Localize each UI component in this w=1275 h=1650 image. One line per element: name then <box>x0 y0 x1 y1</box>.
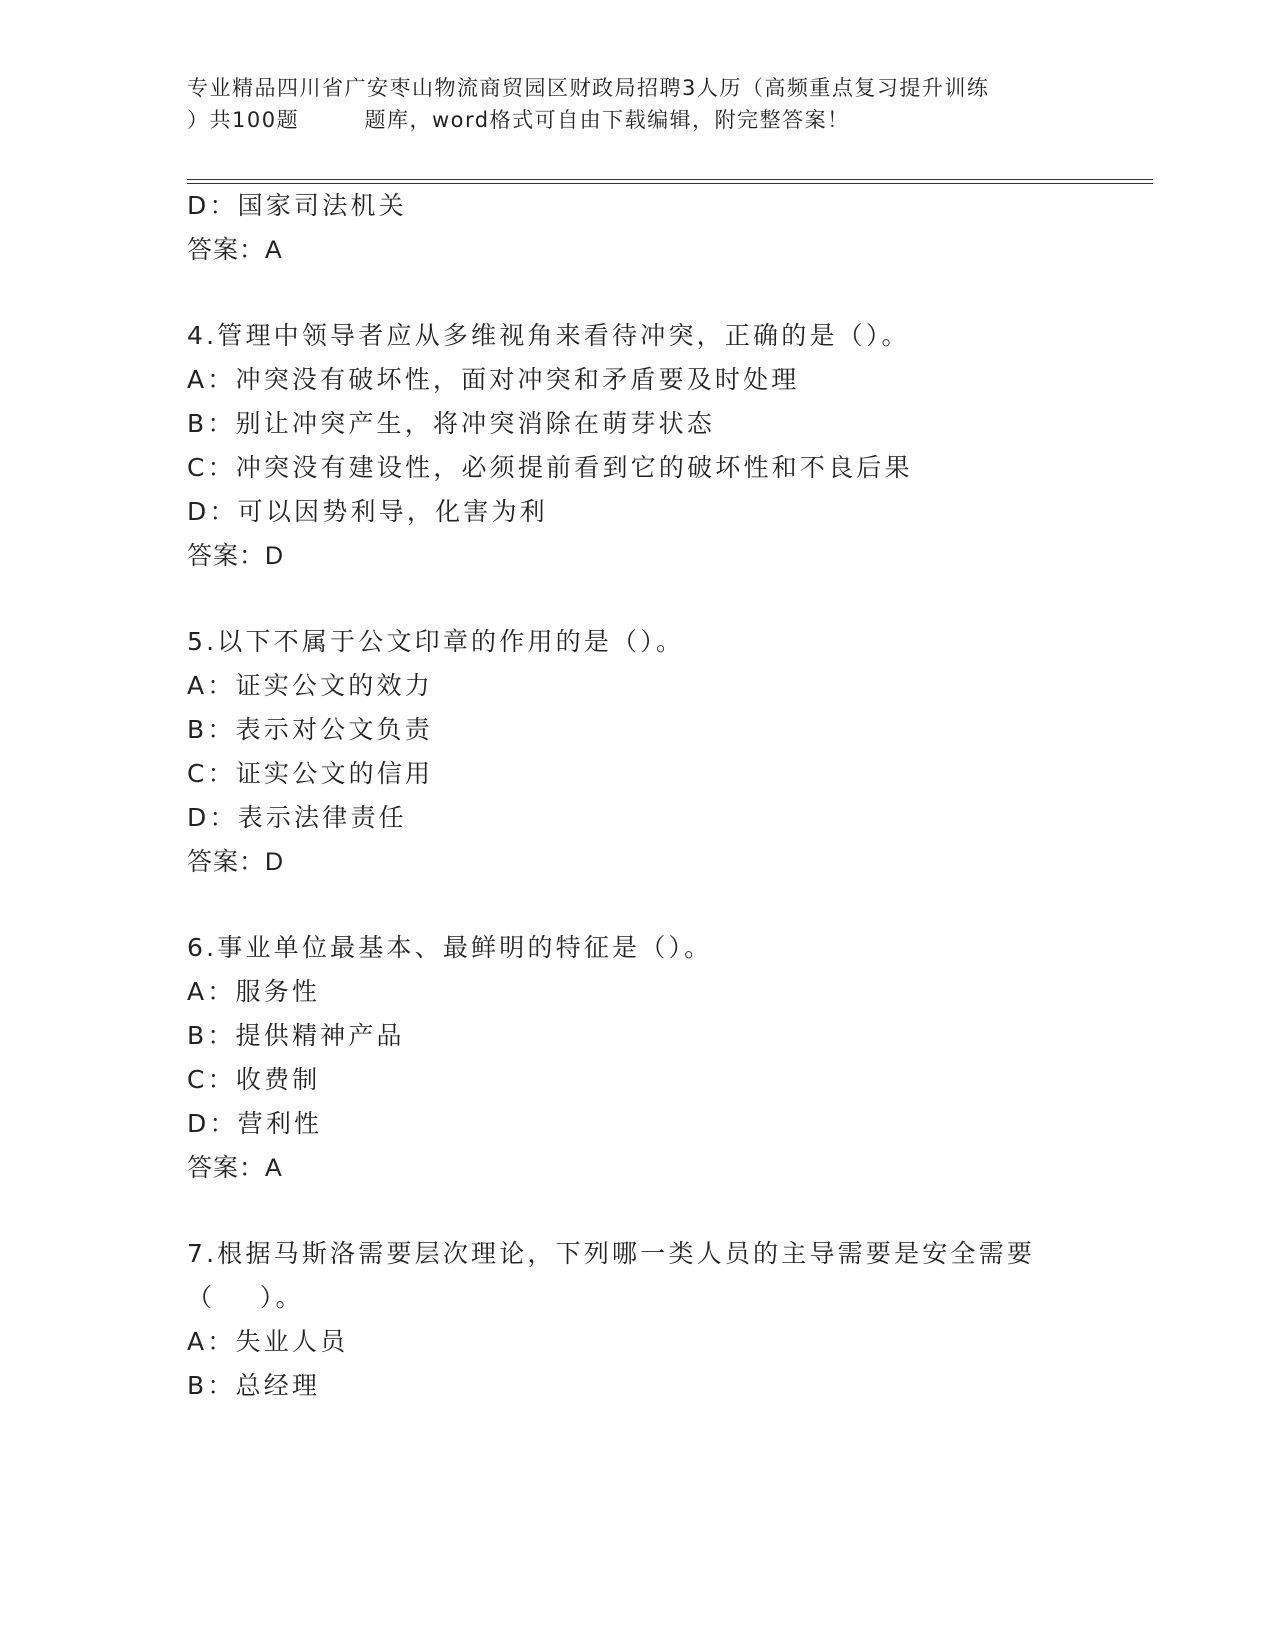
option-d: D：可以因势利导，化害为利 <box>187 497 548 526</box>
option-b: B：总经理 <box>187 1371 321 1400</box>
option-b: B：表示对公文负责 <box>187 715 433 744</box>
option-c: C：收费制 <box>187 1065 321 1094</box>
option-c: C：证实公文的信用 <box>187 759 434 788</box>
option-a: A：失业人员 <box>187 1327 349 1356</box>
answer-line: 答案：A <box>187 1154 283 1182</box>
option-d: D：表示法律责任 <box>187 803 407 832</box>
header-title-line-2: ）共100题 题库，word格式可自由下载编辑，附完整答案！ <box>187 108 850 132</box>
header-title-line-1: 专业精品四川省广安枣山物流商贸园区财政局招聘3人历（高频重点复习提升训练 <box>187 76 990 100</box>
option-c: C：冲突没有建设性，必须提前看到它的破坏性和不良后果 <box>187 453 913 482</box>
option-d: D：营利性 <box>187 1109 323 1138</box>
question-stem: 7.根据马斯洛需要层次理论，下列哪一类人员的主导需要是安全需要 <box>187 1239 1036 1268</box>
answer-line: 答案：D <box>187 848 285 876</box>
option-a: A：冲突没有破坏性，面对冲突和矛盾要及时处理 <box>187 365 800 394</box>
question-stem: 4.管理中领导者应从多维视角来看待冲突，正确的是（）。 <box>187 321 910 350</box>
answer-line: 答案：D <box>187 542 285 570</box>
document-header <box>187 72 1087 136</box>
question-stem: 5.以下不属于公文印章的作用的是（）。 <box>187 627 685 656</box>
header-divider-top <box>187 179 1153 180</box>
option-a: A：服务性 <box>187 977 321 1006</box>
question-stem: 6.事业单位最基本、最鲜明的特征是（）。 <box>187 933 713 962</box>
header-divider-bottom <box>187 183 1153 184</box>
option-b: B：别让冲突产生，将冲突消除在萌芽状态 <box>187 409 715 438</box>
option-a: A：证实公文的效力 <box>187 671 433 700</box>
answer-line: 答案：A <box>187 236 283 264</box>
option-b: B：提供精神产品 <box>187 1021 405 1050</box>
question-stem-continuation: （ ）。 <box>187 1283 304 1312</box>
option-d: D：国家司法机关 <box>187 191 407 220</box>
